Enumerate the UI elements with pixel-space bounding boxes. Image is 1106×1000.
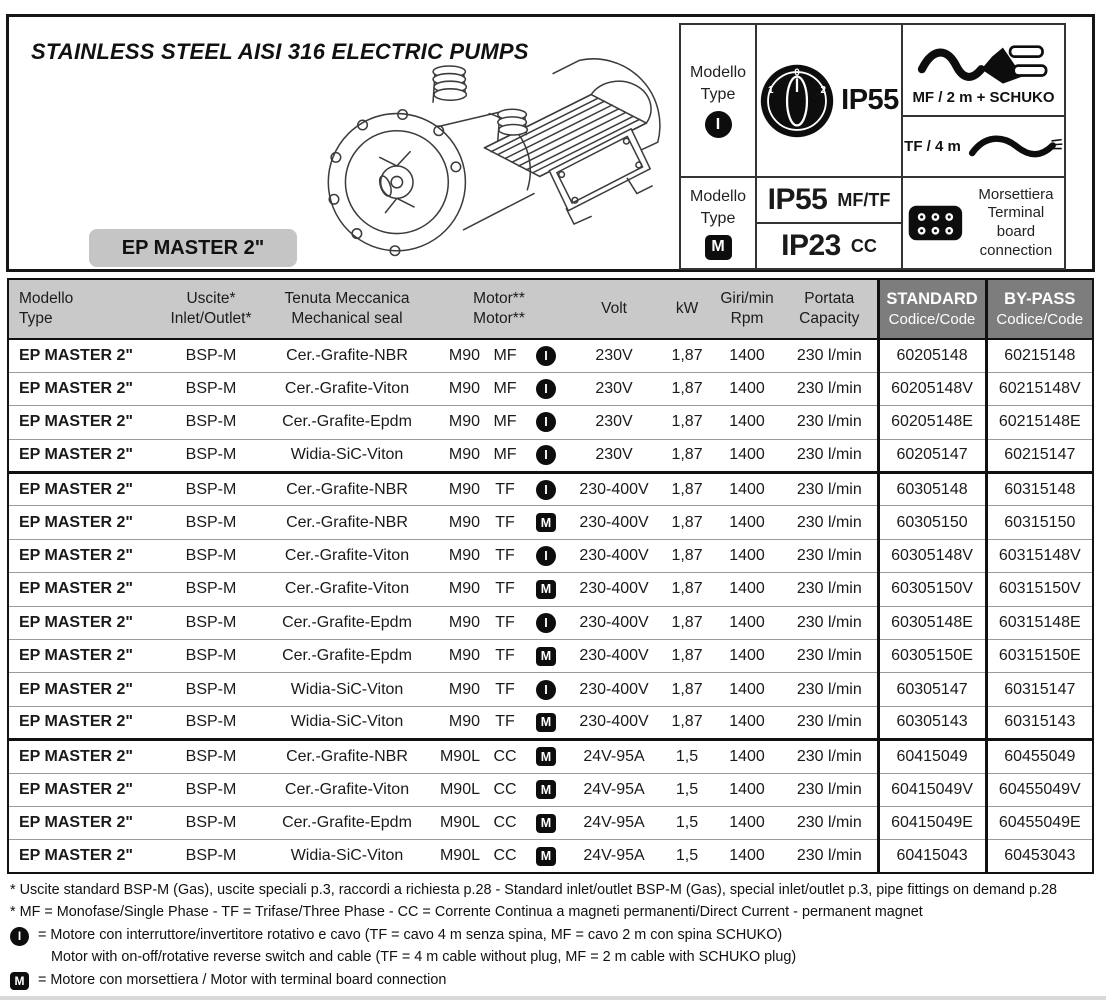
ip23-row [757, 222, 901, 268]
volt-cell: 230-400V [566, 573, 662, 606]
volt-cell: 230-400V [566, 673, 662, 706]
header-rpm: Giri/min Rpm [712, 279, 782, 339]
svg-text:1: 1 [768, 84, 774, 96]
capacity-cell: 230 l/min [782, 539, 878, 572]
inlet-cell: BSP-M [160, 773, 262, 806]
bypass-code-cell: 60215148V [986, 372, 1093, 405]
bypass-code-cell: 60455049E [986, 806, 1093, 839]
type-label: Type [700, 86, 736, 103]
header-kw: kW [662, 279, 712, 339]
kw-cell: 1,87 [662, 339, 712, 372]
badge-cell [526, 406, 566, 439]
ip23-suffix: CC [850, 235, 877, 256]
bypass-code-cell: 60455049 [986, 740, 1093, 773]
motor-type-badge: M [536, 647, 556, 666]
pump-drawing [294, 21, 694, 269]
frame-cell: M90 [432, 506, 484, 539]
frame-cell: M90 [432, 606, 484, 639]
header-seal: Tenuta Meccanica Mechanical seal [262, 279, 432, 339]
badge-cell [526, 473, 566, 506]
rpm-cell: 1400 [712, 806, 782, 839]
tf-cable-row [903, 115, 1064, 176]
inlet-cell: BSP-M [160, 673, 262, 706]
capacity-cell: 230 l/min [782, 706, 878, 739]
volt-cell: 24V-95A [566, 773, 662, 806]
motor-type-badge: M [536, 814, 556, 833]
pump-spec-table [7, 278, 1094, 874]
rpm-cell: 1400 [712, 439, 782, 472]
motor-type-badge: I [536, 480, 556, 500]
model-cell: EP MASTER 2" [8, 673, 160, 706]
motor-type-badge: M [536, 747, 556, 766]
badge-cell [526, 840, 566, 873]
capacity-cell: 230 l/min [782, 406, 878, 439]
page-title: STAINLESS STEEL AISI 316 ELECTRIC PUMPS [31, 39, 529, 64]
capacity-cell: 230 l/min [782, 806, 878, 839]
rotary-switch-icon [759, 63, 835, 139]
inlet-cell: BSP-M [160, 339, 262, 372]
cable-options-cell [901, 25, 1064, 176]
volt-cell: 24V-95A [566, 840, 662, 873]
inlet-cell: BSP-M [160, 406, 262, 439]
modello-label: Modello [689, 187, 747, 205]
model-cell: EP MASTER 2" [8, 573, 160, 606]
motor-type-badge: M [536, 713, 556, 732]
terminal-board-caption: Morsettiera Terminal board connection [978, 185, 1054, 259]
capacity-cell: 230 l/min [782, 473, 878, 506]
model-cell: EP MASTER 2" [8, 439, 160, 472]
bypass-code-cell: 60215148 [986, 339, 1093, 372]
badge-cell [526, 506, 566, 539]
seal-cell: Cer.-Grafite-Viton [262, 372, 432, 405]
footnote-phases: * MF = Monofase/Single Phase - TF = Trifase/Three Phase - CC = Corrente Continua a magneti permanenti/Direct Current - permanent magnet [10, 903, 923, 920]
motor-type-m-badge: M [10, 972, 29, 990]
seal-cell: Cer.-Grafite-Epdm [262, 806, 432, 839]
header-bypass-code: BY-PASS Codice/Code [986, 279, 1093, 339]
modello-type-m-cell [681, 176, 755, 268]
standard-code-cell: 60305150E [878, 640, 986, 673]
ip55-suffix: MF/TF [837, 189, 891, 210]
table-row [8, 840, 1093, 873]
kw-cell: 1,87 [662, 539, 712, 572]
bypass-code-cell: 60455049V [986, 773, 1093, 806]
frame-cell: M90L [432, 840, 484, 873]
rpm-cell: 1400 [712, 606, 782, 639]
inlet-cell: BSP-M [160, 506, 262, 539]
bypass-code-cell: 60453043 [986, 840, 1093, 873]
phase-cell: CC [484, 773, 526, 806]
inlet-cell: BSP-M [160, 372, 262, 405]
motor-type-badge: I [536, 445, 556, 465]
capacity-cell: 230 l/min [782, 773, 878, 806]
motor-type-badge: I [536, 412, 556, 432]
volt-cell: 230-400V [566, 506, 662, 539]
pump-table-body [8, 339, 1093, 873]
footnote-motor-i-en: Motor with on-off/rotative reverse switch and cable (TF = 4 m cable without plug, MF = 2 m cable with SCHUKO plug) [51, 948, 797, 965]
volt-cell: 230-400V [566, 473, 662, 506]
phase-cell: TF [484, 673, 526, 706]
phase-cell: TF [484, 506, 526, 539]
top-section [6, 14, 1095, 272]
seal-cell: Cer.-Grafite-NBR [262, 339, 432, 372]
page-bottom-divider [0, 996, 1106, 1000]
badge-cell [526, 740, 566, 773]
header-modello: Modello Type [8, 279, 160, 339]
capacity-cell: 230 l/min [782, 439, 878, 472]
kw-cell: 1,5 [662, 740, 712, 773]
rpm-cell: 1400 [712, 473, 782, 506]
header-standard-code: STANDARD Codice/Code [878, 279, 986, 339]
badge-cell [526, 439, 566, 472]
rotary-switch-cell [755, 25, 901, 176]
model-cell: EP MASTER 2" [8, 640, 160, 673]
standard-code-cell: 60305150V [878, 573, 986, 606]
motor-type-badge: I [536, 346, 556, 366]
phase-cell: TF [484, 539, 526, 572]
volt-cell: 230V [566, 439, 662, 472]
volt-cell: 230V [566, 372, 662, 405]
phase-cell: MF [484, 439, 526, 472]
frame-cell: M90 [432, 439, 484, 472]
table-row [8, 773, 1093, 806]
model-cell: EP MASTER 2" [8, 740, 160, 773]
model-chip: EP MASTER 2" [89, 229, 297, 267]
table-row [8, 673, 1093, 706]
model-cell: EP MASTER 2" [8, 506, 160, 539]
bypass-code-cell: 60315148V [986, 539, 1093, 572]
frame-cell: M90 [432, 372, 484, 405]
table-row [8, 640, 1093, 673]
standard-code-cell: 60305147 [878, 673, 986, 706]
seal-cell: Widia-SiC-Viton [262, 840, 432, 873]
bypass-code-cell: 60315150 [986, 506, 1093, 539]
kw-cell: 1,5 [662, 773, 712, 806]
mf-cable-label: MF / 2 m + SCHUKO [912, 88, 1055, 106]
seal-cell: Cer.-Grafite-Viton [262, 773, 432, 806]
phase-cell: TF [484, 573, 526, 606]
inlet-cell: BSP-M [160, 840, 262, 873]
inlet-cell: BSP-M [160, 606, 262, 639]
kw-cell: 1,5 [662, 806, 712, 839]
phase-cell: CC [484, 740, 526, 773]
capacity-cell: 230 l/min [782, 673, 878, 706]
phase-cell: TF [484, 706, 526, 739]
standard-code-cell: 60205148E [878, 406, 986, 439]
header-capacity: Portata Capacity [782, 279, 878, 339]
capacity-cell: 230 l/min [782, 840, 878, 873]
capacity-cell: 230 l/min [782, 640, 878, 673]
modello-label: Modello [689, 64, 747, 81]
table-row [8, 473, 1093, 506]
badge-cell [526, 539, 566, 572]
bypass-code-cell: 60215147 [986, 439, 1093, 472]
modello-type-i-cell [681, 25, 755, 176]
motor-type-badge: M [536, 580, 556, 599]
phase-cell: MF [484, 372, 526, 405]
terminal-board-cell [901, 176, 1064, 268]
seal-cell: Cer.-Grafite-Viton [262, 573, 432, 606]
badge-cell [526, 806, 566, 839]
motor-type-badge: M [536, 513, 556, 532]
standard-code-cell: 60415049 [878, 740, 986, 773]
table-header-row [8, 279, 1093, 339]
frame-cell: M90 [432, 640, 484, 673]
bypass-code-cell: 60315150E [986, 640, 1093, 673]
kw-cell: 1,87 [662, 706, 712, 739]
kw-cell: 1,87 [662, 439, 712, 472]
standard-code-cell: 60205148 [878, 339, 986, 372]
capacity-cell: 230 l/min [782, 506, 878, 539]
model-cell: EP MASTER 2" [8, 372, 160, 405]
standard-code-cell: 60305150 [878, 506, 986, 539]
seal-cell: Widia-SiC-Viton [262, 439, 432, 472]
rpm-cell: 1400 [712, 740, 782, 773]
inlet-cell: BSP-M [160, 706, 262, 739]
table-row [8, 372, 1093, 405]
rpm-cell: 1400 [712, 506, 782, 539]
rpm-cell: 1400 [712, 706, 782, 739]
inlet-cell: BSP-M [160, 473, 262, 506]
standard-code-cell: 60305148 [878, 473, 986, 506]
phase-cell: TF [484, 640, 526, 673]
frame-cell: M90 [432, 339, 484, 372]
volt-cell: 230-400V [566, 640, 662, 673]
rpm-cell: 1400 [712, 573, 782, 606]
motor-type-badge: M [536, 847, 556, 866]
inlet-cell: BSP-M [160, 806, 262, 839]
table-row [8, 606, 1093, 639]
inlet-cell: BSP-M [160, 640, 262, 673]
model-cell: EP MASTER 2" [8, 706, 160, 739]
model-cell: EP MASTER 2" [8, 840, 160, 873]
kw-cell: 1,5 [662, 840, 712, 873]
bypass-code-cell: 60315148 [986, 473, 1093, 506]
seal-cell: Cer.-Grafite-Epdm [262, 606, 432, 639]
model-cell: EP MASTER 2" [8, 339, 160, 372]
standard-code-cell: 60305148E [878, 606, 986, 639]
seal-cell: Cer.-Grafite-NBR [262, 473, 432, 506]
footnote-outlets: * Uscite standard BSP-M (Gas), uscite speciali p.3, raccordi a richiesta p.28 - Standard inlet/outlet BSP-M (Gas), special inlet/outlet p.3, pipe fittings on demand p.28 [10, 882, 1058, 898]
seal-cell: Cer.-Grafite-Epdm [262, 406, 432, 439]
bypass-code-cell: 60315148E [986, 606, 1093, 639]
frame-cell: M90 [432, 706, 484, 739]
terminal-board-icon [907, 199, 964, 247]
phase-cell: CC [484, 806, 526, 839]
ip55-rating: IP55 [841, 84, 899, 116]
frame-cell: M90L [432, 773, 484, 806]
bypass-code-cell: 60215148E [986, 406, 1093, 439]
table-row [8, 539, 1093, 572]
table-row [8, 406, 1093, 439]
badge-cell [526, 339, 566, 372]
frame-cell: M90 [432, 673, 484, 706]
table-row [8, 339, 1093, 372]
capacity-cell: 230 l/min [782, 372, 878, 405]
rpm-cell: 1400 [712, 840, 782, 873]
badge-cell [526, 773, 566, 806]
tf-cable-icon [967, 127, 1063, 167]
inlet-cell: BSP-M [160, 740, 262, 773]
motor-type-i-badge: I [10, 927, 29, 946]
phase-cell: TF [484, 606, 526, 639]
bypass-code-cell: 60315143 [986, 706, 1093, 739]
motor-type-badge: I [536, 546, 556, 566]
kw-cell: 1,87 [662, 372, 712, 405]
footnote-motor-m: M = Motore con morsettiera / Motor with terminal board connection [10, 970, 1102, 992]
table-row [8, 740, 1093, 773]
footnote-motor-i: I = Motore con interruttore/invertitore rotativo e cavo (TF = cavo 4 m senza spina, MF = cavo 2 m con spina SCHUKO) [10, 925, 1102, 947]
ip55-row [757, 178, 901, 222]
header-volt: Volt [566, 279, 662, 339]
volt-cell: 230-400V [566, 606, 662, 639]
rpm-cell: 1400 [712, 773, 782, 806]
seal-cell: Cer.-Grafite-NBR [262, 740, 432, 773]
table-row [8, 439, 1093, 472]
motor-type-badge: I [536, 613, 556, 633]
standard-code-cell: 60305143 [878, 706, 986, 739]
header-uscite: Uscite* Inlet/Outlet* [160, 279, 262, 339]
frame-cell: M90 [432, 406, 484, 439]
motor-type-badge: M [536, 780, 556, 799]
kw-cell: 1,87 [662, 573, 712, 606]
kw-cell: 1,87 [662, 640, 712, 673]
svg-text:0: 0 [794, 67, 800, 79]
motor-type-badge: I [536, 680, 556, 700]
inlet-cell: BSP-M [160, 539, 262, 572]
volt-cell: 230-400V [566, 539, 662, 572]
model-cell: EP MASTER 2" [8, 806, 160, 839]
mf-cable-row [903, 25, 1064, 115]
ip-ratings-cell [755, 176, 901, 268]
phase-cell: TF [484, 473, 526, 506]
standard-code-cell: 60305148V [878, 539, 986, 572]
frame-cell: M90 [432, 539, 484, 572]
model-cell: EP MASTER 2" [8, 406, 160, 439]
model-cell: EP MASTER 2" [8, 773, 160, 806]
table-row [8, 573, 1093, 606]
kw-cell: 1,87 [662, 673, 712, 706]
kw-cell: 1,87 [662, 406, 712, 439]
svg-text:2: 2 [820, 84, 827, 96]
volt-cell: 24V-95A [566, 740, 662, 773]
footnotes [10, 880, 1102, 992]
phase-cell: MF [484, 406, 526, 439]
seal-cell: Widia-SiC-Viton [262, 673, 432, 706]
table-row [8, 806, 1093, 839]
capacity-cell: 230 l/min [782, 339, 878, 372]
bypass-code-cell: 60315147 [986, 673, 1093, 706]
badge-cell [526, 673, 566, 706]
rpm-cell: 1400 [712, 673, 782, 706]
kw-cell: 1,87 [662, 606, 712, 639]
schuko-plug-icon [914, 35, 1054, 89]
ip23-rating: IP23 [781, 229, 841, 262]
capacity-cell: 230 l/min [782, 606, 878, 639]
header-motor: Motor** Motor** [432, 279, 566, 339]
volt-cell: 230V [566, 406, 662, 439]
model-cell: EP MASTER 2" [8, 606, 160, 639]
frame-cell: M90 [432, 573, 484, 606]
standard-code-cell: 60415049V [878, 773, 986, 806]
capacity-cell: 230 l/min [782, 573, 878, 606]
badge-cell [526, 372, 566, 405]
tf-cable-label: TF / 4 m [904, 138, 961, 155]
badge-cell [526, 706, 566, 739]
volt-cell: 230V [566, 339, 662, 372]
frame-cell: M90L [432, 806, 484, 839]
capacity-cell: 230 l/min [782, 740, 878, 773]
rpm-cell: 1400 [712, 372, 782, 405]
seal-cell: Cer.-Grafite-NBR [262, 506, 432, 539]
model-cell: EP MASTER 2" [8, 473, 160, 506]
table-row [8, 506, 1093, 539]
ip55-rating: IP55 [767, 183, 828, 216]
standard-code-cell: 60415043 [878, 840, 986, 873]
kw-cell: 1,87 [662, 473, 712, 506]
seal-cell: Widia-SiC-Viton [262, 706, 432, 739]
phase-cell: MF [484, 339, 526, 372]
motor-type-m-badge: M [705, 235, 732, 260]
rpm-cell: 1400 [712, 640, 782, 673]
kw-cell: 1,87 [662, 506, 712, 539]
inlet-cell: BSP-M [160, 573, 262, 606]
badge-cell [526, 640, 566, 673]
motor-type-badge: I [536, 379, 556, 399]
phase-cell: CC [484, 840, 526, 873]
table-row [8, 706, 1093, 739]
frame-cell: M90 [432, 473, 484, 506]
frame-cell: M90L [432, 740, 484, 773]
standard-code-cell: 60205147 [878, 439, 986, 472]
badge-cell [526, 606, 566, 639]
bypass-code-cell: 60315150V [986, 573, 1093, 606]
motor-info-panel [679, 23, 1066, 270]
rpm-cell: 1400 [712, 339, 782, 372]
badge-cell [526, 573, 566, 606]
inlet-cell: BSP-M [160, 439, 262, 472]
motor-type-i-badge: I [705, 111, 732, 138]
rpm-cell: 1400 [712, 539, 782, 572]
rpm-cell: 1400 [712, 406, 782, 439]
standard-code-cell: 60205148V [878, 372, 986, 405]
seal-cell: Cer.-Grafite-Viton [262, 539, 432, 572]
type-label: Type [700, 209, 736, 227]
standard-code-cell: 60415049E [878, 806, 986, 839]
model-cell: EP MASTER 2" [8, 539, 160, 572]
volt-cell: 230-400V [566, 706, 662, 739]
volt-cell: 24V-95A [566, 806, 662, 839]
seal-cell: Cer.-Grafite-Epdm [262, 640, 432, 673]
